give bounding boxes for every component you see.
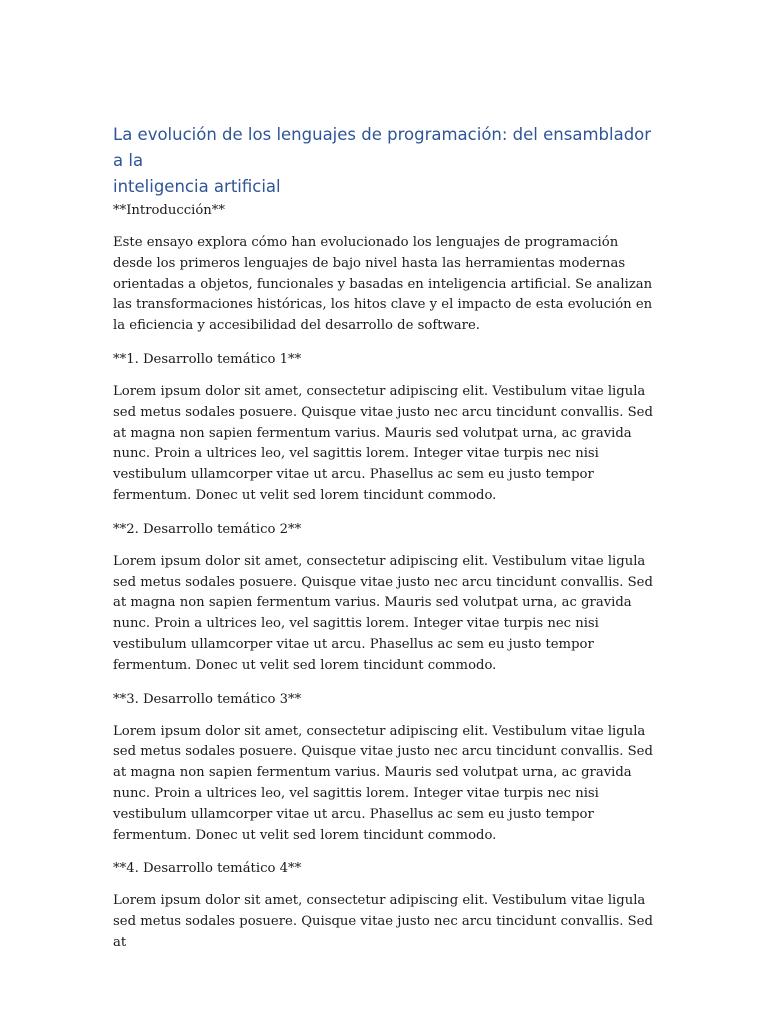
section-2-paragraph: Lorem ipsum dolor sit amet, consectetur adipiscing elit. Vestibulum vitae ligula sed metus sodales posuere. Quisque vitae justo nec arcu tincidunt convallis. Sed at magna non sapien fermentum varius. Mauris sed volutpat urna, ac gravida nunc. Proin a ultrices leo, vel sagittis lorem. Integer vitae turpis nec nisi vestibulum ullamcorper vitae ut arcu. Phasellus ac sem eu justo tempor fermentum. Donec ut velit sed lorem tincidunt commodo. [113, 553, 653, 673]
document-title [113, 122, 658, 200]
intro-heading: **Introducción** [113, 203, 225, 218]
title-line-1: La evolución de los lenguajes de programación: del ensamblador a la [113, 125, 652, 170]
section-2-heading: **2. Desarrollo temático 2** [113, 521, 302, 537]
document-page [113, 122, 658, 950]
section-1-heading: **1. Desarrollo temático 1** [113, 351, 302, 367]
section-4-heading: **4. Desarrollo temático 4** [113, 861, 302, 877]
intro-paragraph: Este ensayo explora cómo han evolucionado los lenguajes de programación desde los primeros lenguajes de bajo nivel hasta las herramientas modernas orientadas a objetos, funcionales y basadas en inteligencia artificial. Se analizan las transformaciones históricas, los hitos clave y el impacto de esta evolución en la eficiencia y accesibilidad del desarrollo de software. [113, 235, 653, 334]
section-3-heading: **3. Desarrollo temático 3** [113, 691, 302, 707]
section-3-paragraph: Lorem ipsum dolor sit amet, consectetur adipiscing elit. Vestibulum vitae ligula sed metus sodales posuere. Quisque vitae justo nec arcu tincidunt convallis. Sed at magna non sapien fermentum varius. Mauris sed volutpat urna, ac gravida nunc. Proin a ultrices leo, vel sagittis lorem. Integer vitae turpis nec nisi vestibulum ullamcorper vitae ut arcu. Phasellus ac sem eu justo tempor fermentum. Donec ut velit sed lorem tincidunt commodo. [113, 723, 653, 843]
title-line-2: inteligencia artificial [113, 177, 281, 196]
section-4-paragraph: Lorem ipsum dolor sit amet, consectetur adipiscing elit. Vestibulum vitae ligula sed metus sodales posuere. Quisque vitae justo nec arcu tincidunt convallis. Sed at [113, 893, 653, 950]
section-1-paragraph: Lorem ipsum dolor sit amet, consectetur adipiscing elit. Vestibulum vitae ligula sed metus sodales posuere. Quisque vitae justo nec arcu tincidunt convallis. Sed at magna non sapien fermentum varius. Mauris sed volutpat urna, ac gravida nunc. Proin a ultrices leo, vel sagittis lorem. Integer vitae turpis nec nisi vestibulum ullamcorper vitae ut arcu. Phasellus ac sem eu justo tempor fermentum. Donec ut velit sed lorem tincidunt commodo. [113, 383, 653, 503]
